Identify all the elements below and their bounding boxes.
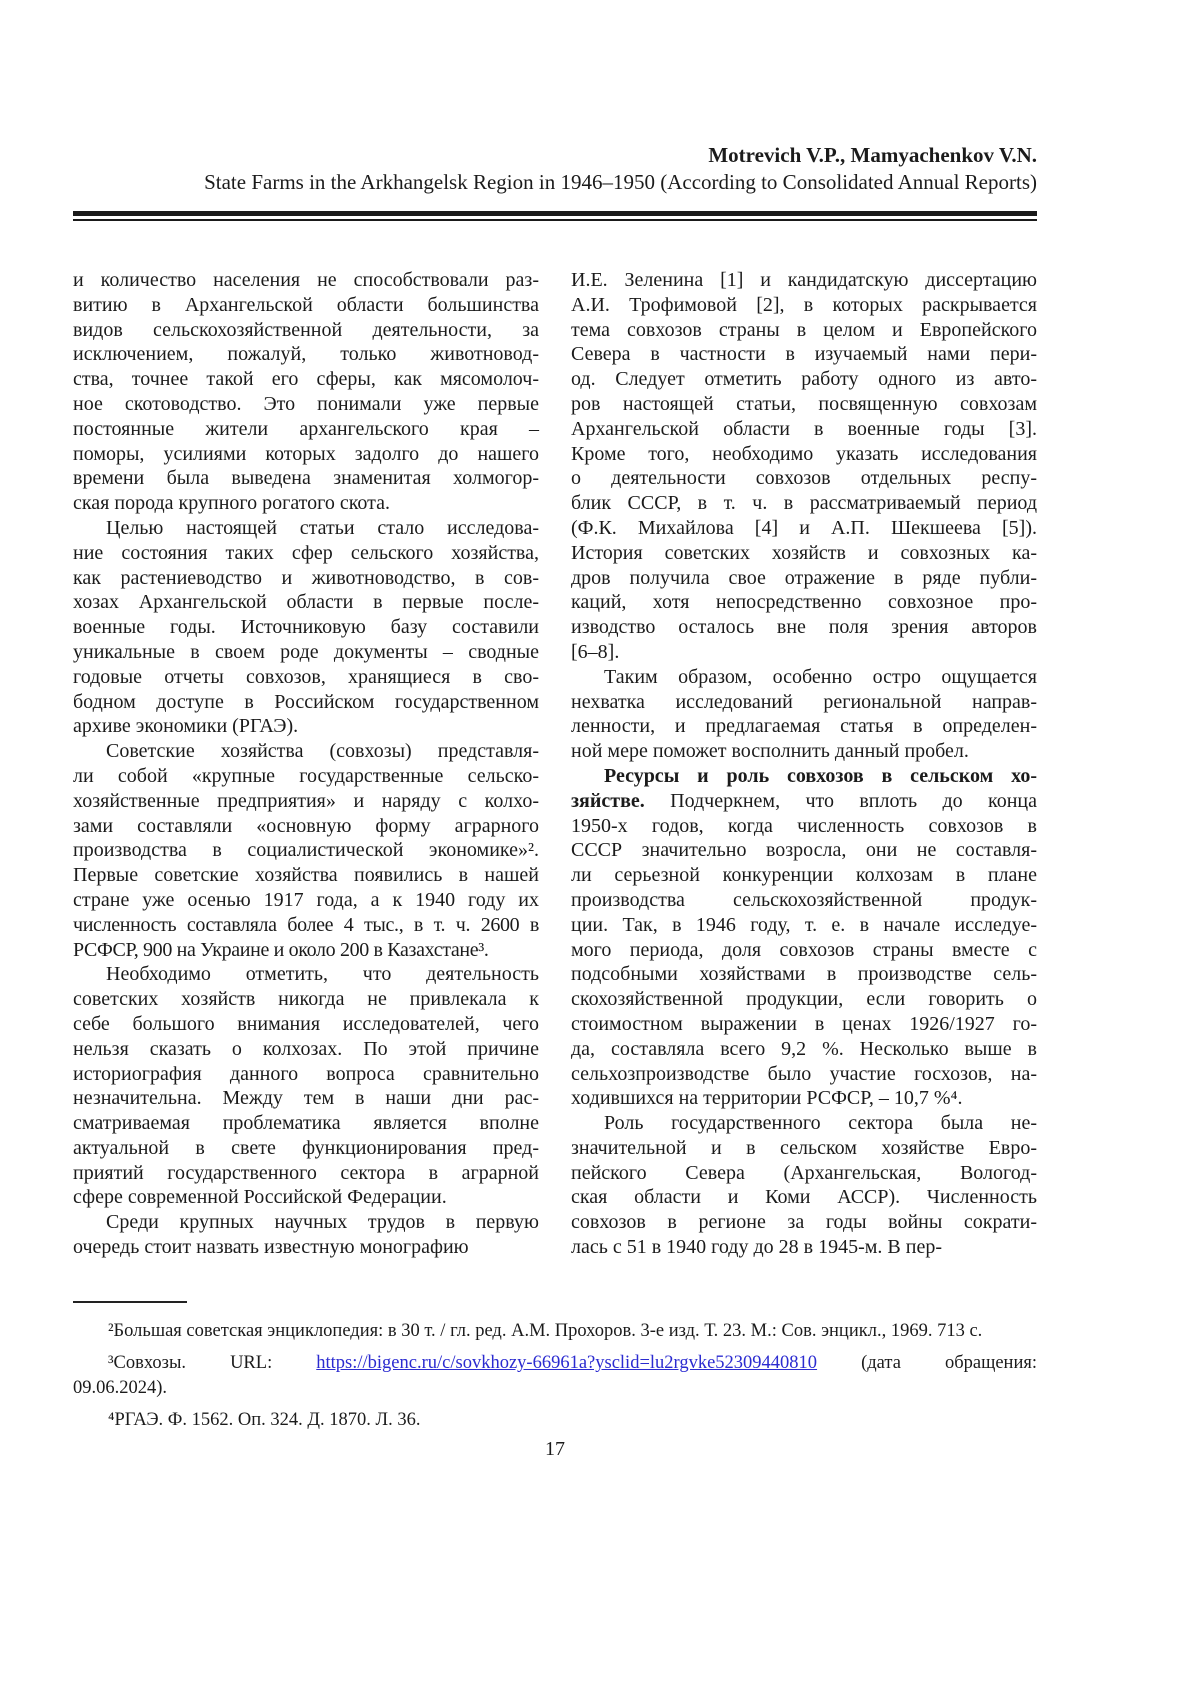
footnote-text: 09.06.2024).: [73, 1378, 168, 1398]
footnote-text: ⁴РГАЭ. Ф. 1562. Оп. 324. Д. 1870. Л. 36.: [108, 1410, 421, 1430]
footnote-line: [73, 1351, 1037, 1376]
text-line: Первые советские хозяйства появились в нашей: [73, 864, 539, 887]
text-line: лась с 51 в 1940 году до 28 в 1945-м. В пер-: [571, 1236, 942, 1259]
text-line: витию в Архангельской области большинства: [73, 293, 539, 316]
text-line: изводство осталось вне поля зрения авторов: [571, 616, 1037, 639]
text-line: мого периода, доля совхозов страны вместе с: [571, 938, 1037, 961]
text-line: очередь стоит назвать известную монографию: [73, 1236, 469, 1259]
text-line: историография данного вопроса сравнительно: [73, 1062, 539, 1085]
text-line: ленности, и предлагаемая статья в определен-: [571, 715, 1037, 738]
text-line: бодном доступе в Российском государственном: [73, 690, 539, 713]
text-line: ли серьезной конкуренции колхозам в плане: [571, 864, 1037, 887]
header-double-rule: [73, 211, 1037, 221]
text-line: Среди крупных научных трудов в первую: [106, 1211, 539, 1234]
footnote-separator: [73, 1301, 187, 1303]
text-line: зяйстве. Подчеркнем, что вплоть до конца: [571, 789, 1037, 812]
text-line: СССР значительно возросла, они не составля-: [571, 839, 1037, 862]
text-line: производства сельскохозяйственной продук-: [571, 888, 1037, 911]
text-line: (Ф.К. Михайлова [4] и А.П. Шекшеева [5]).: [571, 516, 1037, 539]
text-line: сельхозпроизводстве было участие госхозов, на-: [571, 1062, 1037, 1085]
text-line: исключением, пожалуй, только животновод-: [73, 343, 539, 366]
text-line: нехватка исследований региональной направ-: [571, 690, 1037, 713]
text-line: Кроме того, необходимо указать исследования: [571, 442, 1037, 465]
text-line: как растениеводство и животноводство, в сов-: [73, 566, 539, 589]
text-line: каций, хотя непосредственно совхозное про-: [571, 591, 1037, 614]
text-line: сфере современной Российской Федерации.: [73, 1186, 447, 1209]
footnote: [73, 1351, 1037, 1401]
text-line: архиве экономики (РГАЭ).: [73, 715, 299, 738]
column-left: [73, 268, 539, 1260]
text-line: приятий государственного сектора в аграрной: [73, 1161, 539, 1184]
text-line: времени была выведена знаменитая холмогор-: [73, 467, 539, 490]
footnote-text: ³Совхозы. URL:: [108, 1353, 317, 1373]
text-line: видов сельскохозяйственной деятельности, за: [73, 318, 539, 341]
text-line: совхозов в регионе за годы войны сократи-: [571, 1211, 1037, 1234]
text-line: ние состояния таких сфер сельского хозяйства,: [73, 541, 539, 564]
text-line: Ресурсы и роль совхозов в сельском хо-: [604, 764, 1037, 787]
text-line: и количество населения не способствовали раз-: [73, 269, 539, 291]
text-line: блик СССР, в т. ч. в рассматриваемый период: [571, 492, 1037, 515]
page-number: 17: [545, 1438, 565, 1460]
footnote-url-link[interactable]: https://bigenc.ru/c/sovkhozy-66961a?ysclid=lu2rgvke52309440810: [316, 1353, 818, 1373]
footnote-line: [73, 1408, 1037, 1433]
footnote-text: (дата обращения:: [817, 1353, 1038, 1373]
text-line: уникальные в своем роде документы – сводные: [73, 640, 539, 663]
text-line: Советские хозяйства (совхозы) представля-: [106, 740, 539, 763]
text-line: да, составляла всего 9,2 %. Несколько выше в: [571, 1037, 1037, 1060]
footnote-list: [73, 1319, 1037, 1433]
text-line: численность составляла более 4 тыс., в т. ч. 2600 в: [73, 913, 539, 936]
text-line: годовые отчеты совхозов, хранящиеся в сво-: [73, 665, 539, 688]
footnotes: [73, 1301, 1037, 1440]
article-body: [73, 268, 1037, 1260]
text-line: сматриваемая проблематика является вполне: [73, 1112, 539, 1135]
text-line: скохозяйственной продукции, если говорить о: [571, 988, 1037, 1011]
text-line: ров настоящей статьи, посвященную совхозам: [571, 392, 1037, 415]
text-line: стране уже осенью 1917 года, а к 1940 году их: [73, 888, 539, 911]
text-line: 1950-х годов, когда численность совхозов в: [571, 814, 1037, 837]
text-line: советских хозяйств никогда не привлекала к: [73, 988, 539, 1011]
footnote: [73, 1408, 1037, 1433]
text-line: стоимостном выражении в ценах 1926/1927 го-: [571, 1012, 1037, 1035]
text-line: поморы, усилиями которых задолго до нашего: [73, 442, 539, 465]
text-line: од. Следует отметить работу одного из авто-: [571, 368, 1037, 391]
text-line: значительной и в сельском хозяйстве Евро-: [571, 1136, 1037, 1159]
footnote-text: ²Большая советская энциклопедия: в 30 т. / гл. ред. А.М. Прохоров. 3-е изд. Т. 23. М.: Сов. энцикл., 1969. 713 с.: [108, 1321, 983, 1341]
column-right: [571, 268, 1037, 1260]
text-line: ства, точнее такой его сферы, как мясомолоч-: [73, 368, 539, 391]
text-line: производства в социалистической экономике»².: [73, 839, 539, 862]
text-line: Роль государственного сектора была не-: [604, 1112, 1037, 1135]
text-line: Целью настоящей статьи стало исследова-: [106, 516, 539, 539]
text-line: подсобными хозяйствами в производстве сель-: [571, 963, 1037, 986]
text-line: тема совхозов страны в целом и Европейского: [571, 318, 1037, 341]
text-line: ходившихся на территории РСФСР, – 10,7 %⁴.: [571, 1087, 963, 1110]
text-line: РСФСР, 900 на Украине и около 200 в Казахстане³.: [73, 938, 489, 961]
text-line: ной мере поможет восполнить данный пробел.: [571, 740, 969, 763]
text-line: ли собой «крупные государственные сельско-: [73, 764, 539, 787]
text-line: хозяйственные предприятия» и наряду с колхо-: [73, 789, 539, 812]
text-line: ская порода крупного рогатого скота.: [73, 492, 391, 515]
running-head: [73, 142, 1037, 196]
text-line: Архангельской области в военные годы [3].: [571, 417, 1037, 440]
footnote-line: [73, 1319, 1037, 1344]
text-line: о деятельности совхозов отдельных респу-: [571, 467, 1037, 490]
text-line: История советских хозяйств и совхозных ка-: [571, 541, 1037, 564]
text-line: хозах Архангельской области в первые после-: [73, 591, 539, 614]
header-authors: Motrevich V.P., Mamyachenkov V.N.: [708, 143, 1037, 167]
text-line: зами составляли «основную форму аграрного: [73, 814, 539, 837]
text-line: актуальной в свете функционирования пред-: [73, 1136, 539, 1159]
text-line: пейского Севера (Архангельская, Вологод-: [571, 1161, 1037, 1184]
text-line: ное скотоводство. Это понимали уже первые: [73, 392, 539, 415]
text-line: дров получила свое отражение в ряде публи-: [571, 566, 1037, 589]
text-line: нельзя сказать о колхозах. По этой причине: [73, 1037, 539, 1060]
text-line: А.И. Трофимовой [2], в которых раскрывается: [571, 293, 1037, 316]
text-line: Необходимо отметить, что деятельность: [106, 963, 539, 986]
text-line: военные годы. Источниковую базу составили: [73, 616, 539, 639]
text-line: Севера в частности в изучаемый нами пери-: [571, 343, 1037, 366]
text-line: ции. Так, в 1946 году, т. е. в начале исследуе-: [571, 913, 1037, 936]
text-line: И.Е. Зеленина [1] и кандидатскую диссертацию: [571, 269, 1037, 291]
footnote: [73, 1319, 1037, 1344]
text-line: ская области и Коми АССР). Численность: [571, 1186, 1037, 1209]
text-line: [6–8].: [571, 640, 620, 663]
header-title: State Farms in the Arkhangelsk Region in 1946–1950 (According to Consolidated Annual Reports): [204, 170, 1037, 194]
text-line: незначительна. Между тем в наши дни рас-: [73, 1087, 539, 1110]
footnote-line: [73, 1376, 1037, 1401]
text-line: постоянные жители архангельского края –: [73, 417, 539, 440]
text-line: себе большого внимания исследователей, чего: [73, 1012, 539, 1035]
text-line: Таким образом, особенно остро ощущается: [604, 665, 1037, 688]
